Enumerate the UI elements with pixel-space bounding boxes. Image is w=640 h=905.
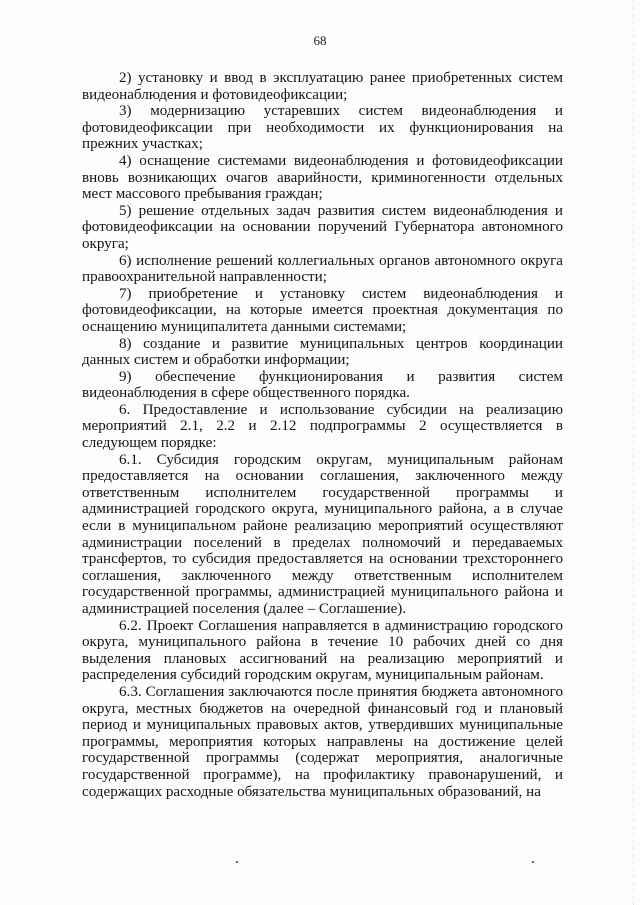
paragraph: 6) исполнение решений коллегиальных органов автономного округа правоохранительной направленности; — [82, 252, 563, 286]
paragraph: 9) обеспечение функционирования и развития систем видеонаблюдения в сфере общественного порядка. — [82, 368, 563, 402]
paragraph: 5) решение отдельных задач развития систем видеонаблюдения и фотовидеофиксации на основании поручений Губернатора автономного округа; — [82, 202, 563, 252]
paragraph: 8) создание и развитие муниципальных центров координации данных систем и обработки информации; — [82, 335, 563, 369]
paragraph: 6. Предоставление и использование субсидии на реализацию мероприятий 2.1, 2.2 и 2.12 подпрограммы 2 осуществляется в следующем порядке: — [82, 401, 563, 452]
scan-speck — [236, 861, 238, 863]
paragraph: 6.2. Проект Соглашения направляется в администрацию городского округа, муниципального района в течение 10 рабочих дней со дня выделения плановых ассигнований на реализацию мероприятий и распределения субсидий городским округам, муниципальным районам. — [82, 617, 563, 684]
paragraph: 3) модернизацию устаревших систем видеонаблюдения и фотовидеофиксации при необходимости их функционирования на прежних участках; — [82, 103, 563, 153]
scan-edge-left — [2, 0, 3, 905]
paragraph: 6.3. Соглашения заключаются после принятия бюджета автономного округа, местных бюджетов на очередной финансовый год и плановый период и муниципальных правовых актов, утвердивших муниципальные программы, мероприятия которых направлены на достижение целей государственной программы (содержат мероприятия, аналогичные государственной программе), на профилактику правонарушений, и содержащих расходные обязательства муниципальных образований, на — [82, 683, 563, 800]
paragraph: 2) установку и ввод в эксплуатацию ранее приобретенных систем видеонаблюдения и фотовидеофиксации; — [82, 70, 563, 103]
scan-edge-right — [633, 0, 634, 905]
paragraph: 6.1. Субсидия городским округам, муниципальным районам предоставляется на основании соглашения, заключенного между ответственным исполнителем государственной программы и администрацией городского округа, муниципального района, а в случае если в муниципальном районе реализацию мероприятий осуществляют администрации поселений в пределах полномочий и передаваемых трансфертов, то субсидия предоставляется на основании трехстороннего соглашения, заключенного между ответственным исполнителем государственной программы, администрацией муниципального района и администрацией поселения (далее – Соглашение). — [82, 451, 563, 617]
paragraph: 4) оснащение системами видеонаблюдения и фотовидеофиксации вновь возникающих очагов аварийности, криминогенности отдельных мест массового пребывания граждан; — [82, 152, 563, 203]
scan-speck — [532, 861, 534, 863]
document-body — [82, 70, 563, 800]
paragraph: 7) приобретение и установку систем видеонаблюдения и фотовидеофиксации, на которые имеется проектная документация по оснащению муниципалитета данными системами; — [82, 285, 563, 335]
page-number: 68 — [313, 33, 327, 48]
